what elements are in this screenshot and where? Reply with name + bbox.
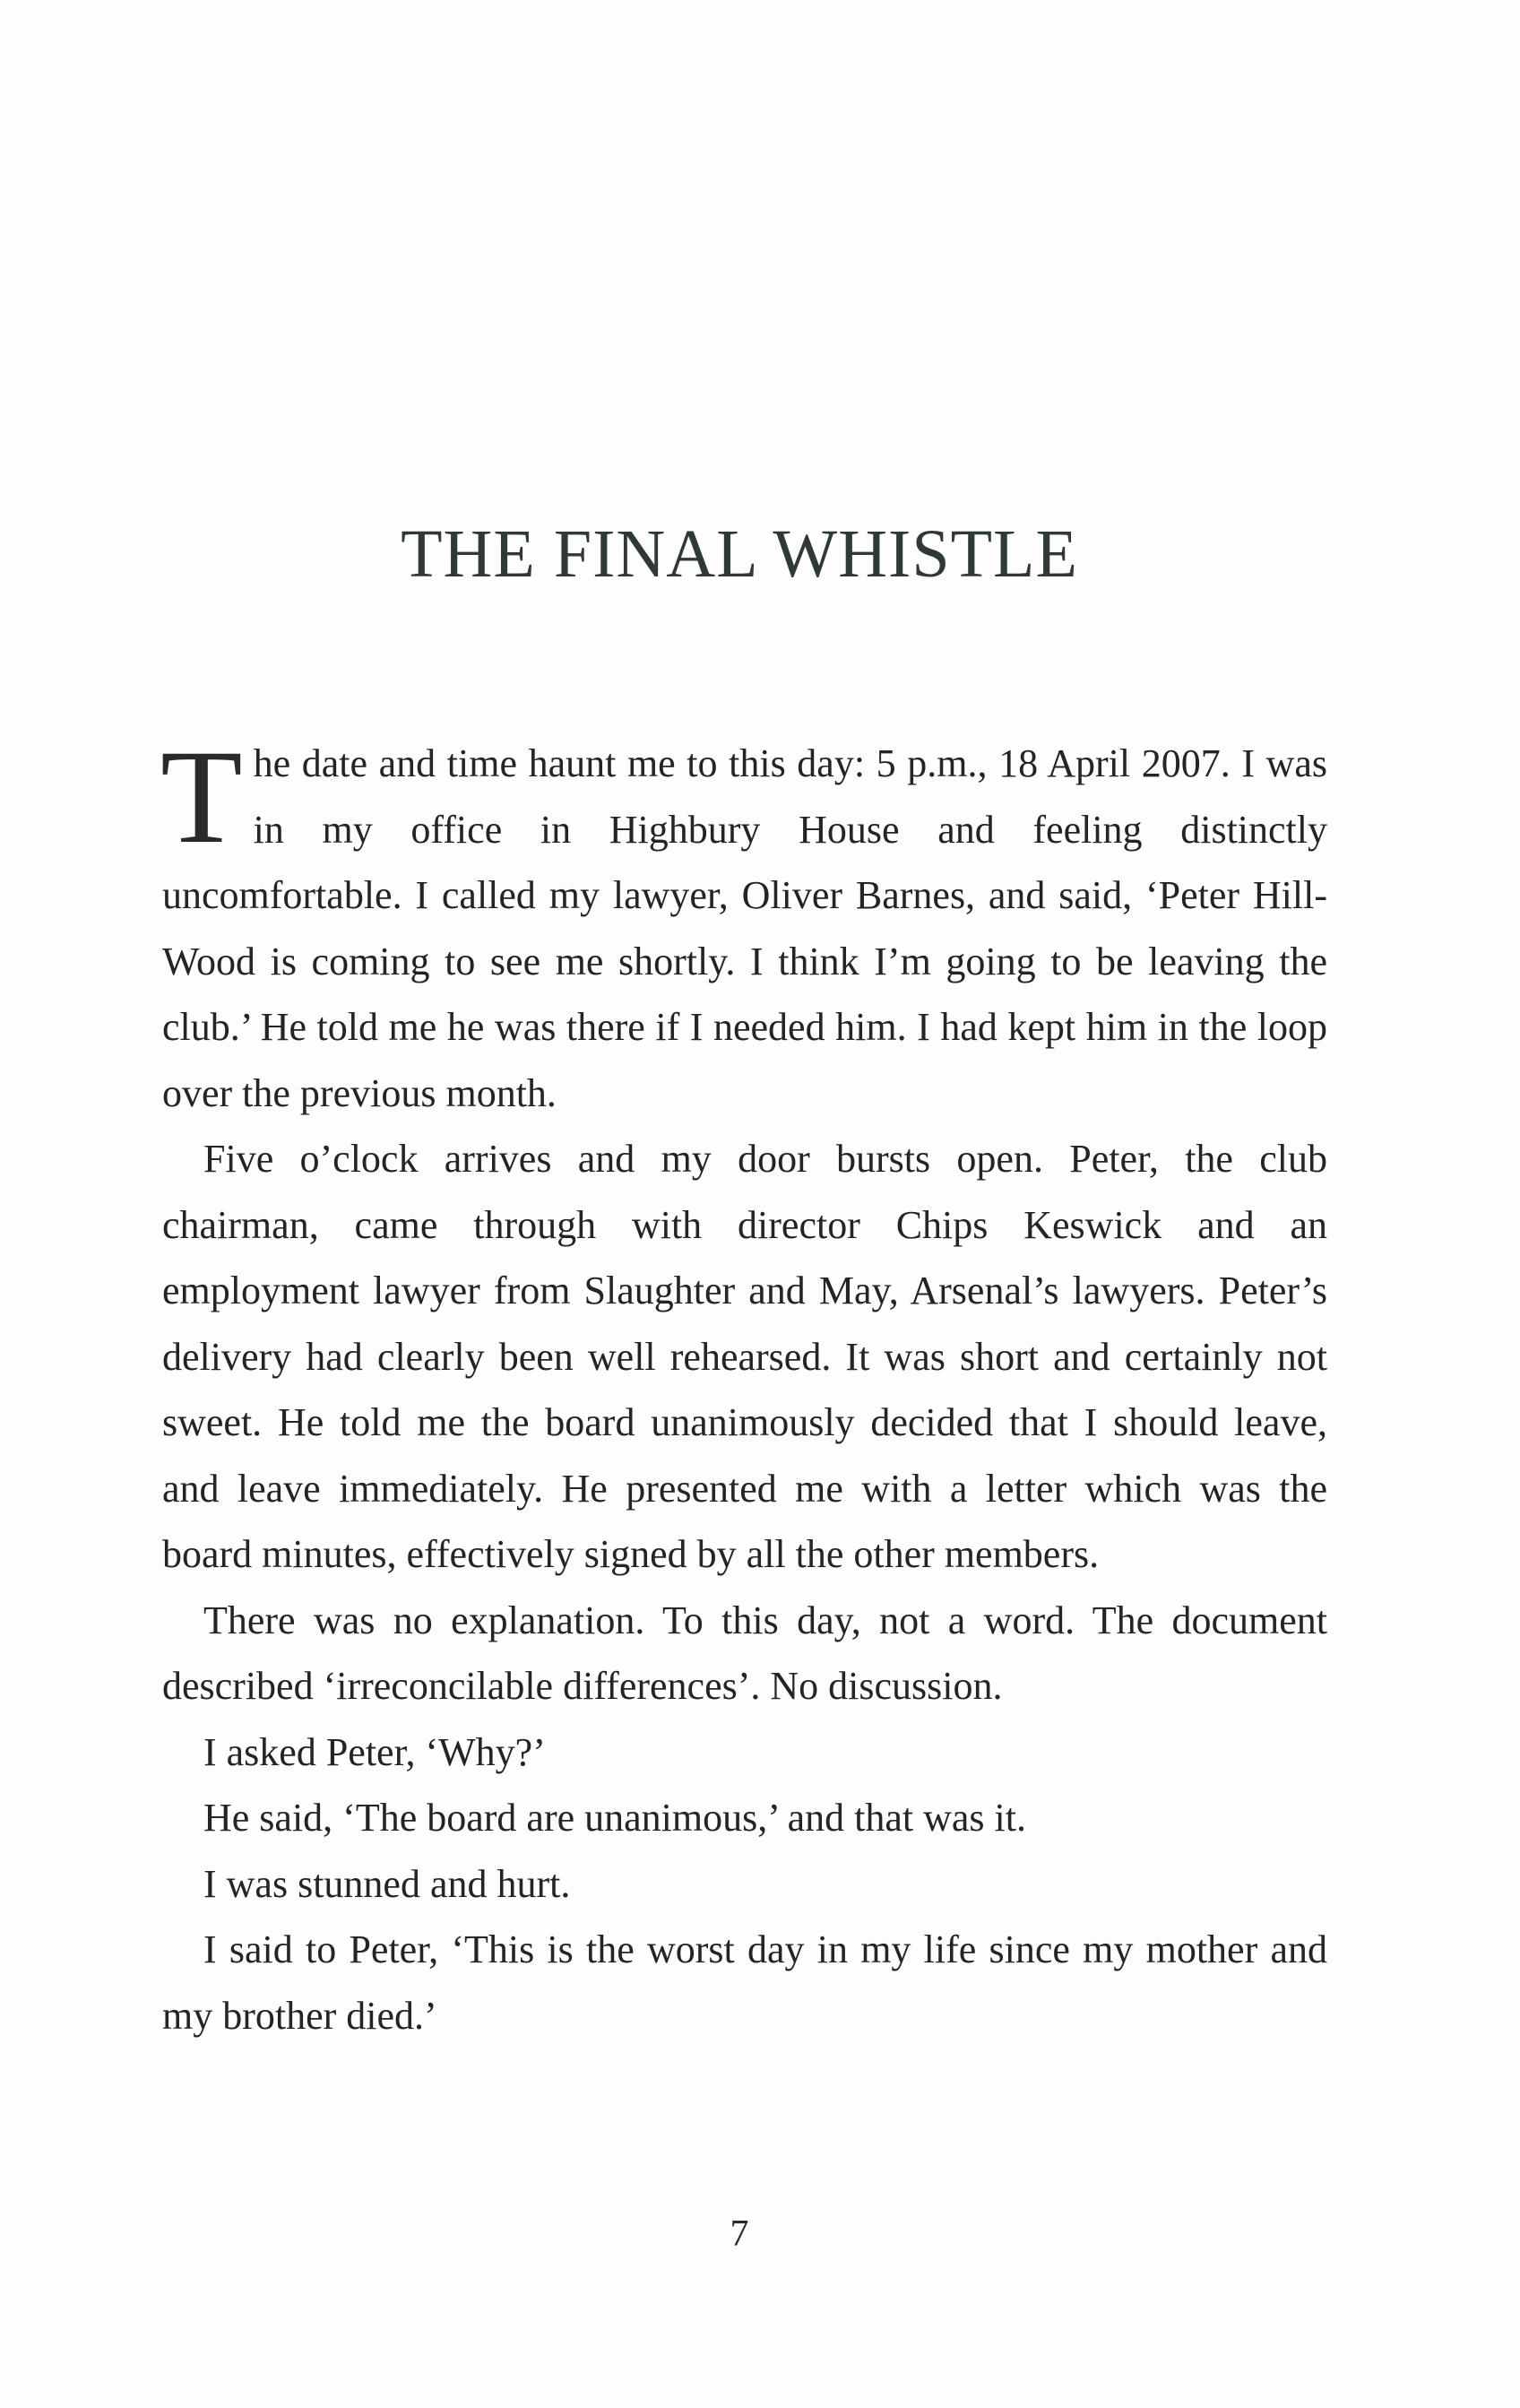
paragraph-7: I said to Peter, ‘This is the worst day in my life since my mother and my brother died.’ (162, 1927, 1327, 2038)
chapter-title: THE FINAL WHISTLE (401, 516, 1078, 592)
paragraph-5: He said, ‘The board are unanimous,’ and that was it. (203, 1796, 1027, 1840)
paragraph-6: I was stunned and hurt. (203, 1861, 571, 1906)
page-number: 7 (730, 2213, 749, 2255)
paragraph-2: Five o’clock arrives and my door bursts open. Peter, the club chairman, came through with director Chips Keswick and an employment lawyer from Slaughter and May, Arsenal’s lawyers. Peter’s delivery had clearly been well rehearsed. It was short and certainly not sweet. He told me the board unanimously decided that I should leave, and leave immediately. He presented me with a letter which was the board minutes, effectively signed by all the other members. (162, 1137, 1327, 1576)
chapter-body (160, 723, 1327, 2049)
paragraph-1-text: he date and time haunt me to this day: 5 p.m., 18 April 2007. I was in my office in Highbury House and feeling distinctly uncomfortable. I called my lawyer, Oliver Barnes, and said, ‘Peter Hill-Wood is coming to see me shortly. I think I’m going to be leaving the club.’ He told me he was there if I needed him. I had kept him in the loop over the previous month. (162, 741, 1327, 1115)
paragraph-4: I asked Peter, ‘Why?’ (203, 1729, 546, 1774)
drop-cap: T (160, 723, 243, 871)
paragraph-1 (160, 723, 1327, 1126)
paragraph-3: There was no explanation. To this day, not a word. The document described ‘irreconcilable differences’. No discussion. (162, 1598, 1327, 1708)
